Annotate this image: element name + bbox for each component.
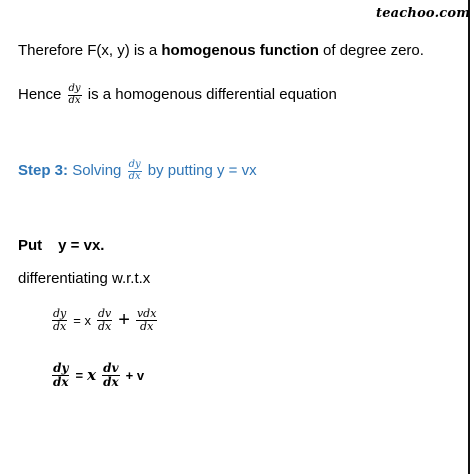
- fraction-numerator: dy: [68, 83, 81, 94]
- fraction-denominator: dx: [68, 94, 81, 106]
- dv-dx-fraction: [97, 308, 112, 332]
- line1-suffix: of degree zero.: [318, 42, 424, 59]
- equation-derivative-simplified: [50, 362, 144, 388]
- step3-text-before: Solving: [72, 161, 122, 179]
- plus-v-term: + v: [125, 367, 145, 383]
- fraction-numerator: dy: [53, 361, 69, 375]
- lhs-fraction-bold: [52, 362, 70, 388]
- step3-heading: [18, 160, 257, 182]
- fraction-numerator: dv: [103, 361, 119, 375]
- fraction-numerator: dy: [53, 307, 67, 320]
- fraction-denominator: dx: [103, 374, 119, 389]
- step3-fraction: [128, 160, 142, 182]
- put-word: Put: [18, 237, 43, 254]
- equation-derivative-expanded: [50, 308, 159, 332]
- text-line-homogenous-function: [18, 42, 424, 59]
- equals-sign: =: [75, 367, 84, 383]
- step3-label: Step 3:: [18, 161, 69, 179]
- x-variable: x: [87, 366, 97, 385]
- fraction-numerator: dy: [128, 159, 141, 170]
- fraction-numerator: dv: [97, 307, 112, 320]
- teachoo-logo: teachoo.com: [376, 6, 471, 21]
- line2-suffix: is a homogenous differential equation: [83, 85, 337, 103]
- put-equation: y = vx.: [58, 237, 105, 254]
- lhs-fraction: [52, 308, 67, 332]
- plus-sign: +: [118, 309, 130, 332]
- right-edge-divider: [468, 0, 470, 474]
- fraction-denominator: dx: [128, 170, 141, 182]
- fraction-denominator: dx: [97, 319, 112, 333]
- fraction-numerator: vdx: [136, 307, 157, 320]
- vdx-dx-fraction: [136, 308, 157, 332]
- step3-text-after: by putting y = vx: [147, 161, 257, 179]
- line1-prefix: Therefore F(x, y) is a: [18, 42, 162, 59]
- equals-x: = x: [73, 312, 91, 328]
- fraction-denominator: dx: [140, 319, 154, 333]
- put-line: [18, 237, 104, 254]
- line2-prefix: Hence: [18, 85, 66, 103]
- fraction-denominator: dx: [53, 374, 69, 389]
- dy-dx-fraction: [68, 84, 82, 106]
- line1-bold-term: homogenous function: [161, 42, 319, 59]
- text-line-homogenous-de: [18, 84, 337, 106]
- fraction-denominator: dx: [53, 319, 67, 333]
- differentiating-line: differentiating w.r.t.x: [18, 270, 151, 287]
- dv-dx-fraction-bold: [102, 362, 120, 388]
